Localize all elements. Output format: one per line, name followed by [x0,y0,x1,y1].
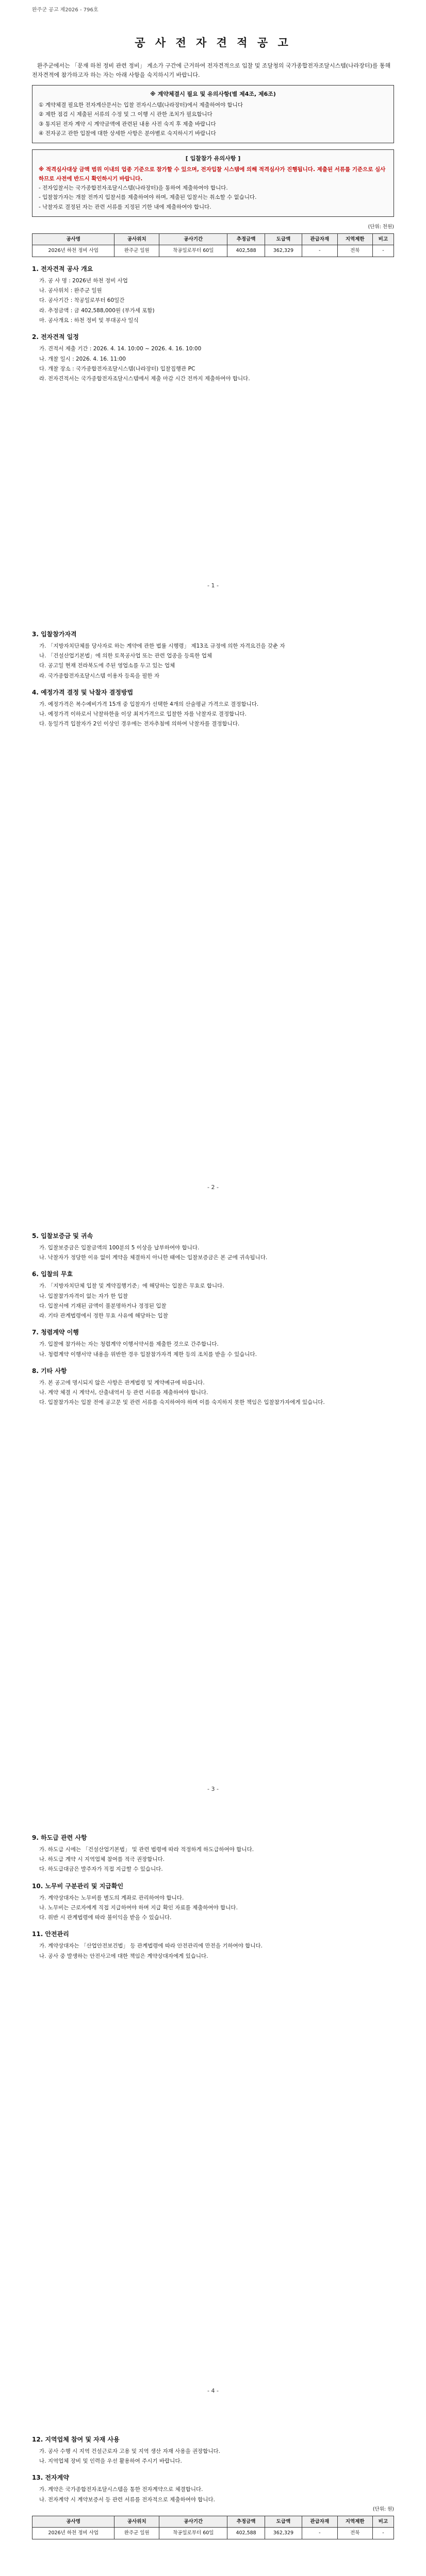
table-header: 공사기간 [159,233,227,245]
section-item: 가. 공 사 명 : 2026년 하천 정비 사업 [39,277,128,284]
project-table [32,233,394,257]
table-cell: 402,588 [227,245,265,257]
section [32,2435,394,2466]
section-item: 마. 공사개요 : 하천 정비 및 부대공사 일식 [39,317,139,324]
table-unit: (단위: 원) [372,2506,394,2512]
section-item: 가. 입찰에 참가하는 자는 청렴계약 이행서약서를 제출한 것으로 간주합니다. [39,1341,219,1348]
notice-box-title: ※ 계약체결시 필요 및 유의사항(별 제4조, 제6조) [150,90,276,97]
section-item: 나. 「건설산업기본법」에 의한 토목공사업 또는 관련 업종을 등록한 업체 [39,653,212,659]
section [32,1882,394,1923]
section-item: 라. 추정금액 : 금 402,588,000원 (부가세 포함) [39,307,155,314]
section-item: 라. 기타 관계법령에서 정한 무효 사유에 해당하는 입찰 [39,1313,168,1319]
section-item: 가. 계약상대자는 노무비를 별도의 계좌로 관리하여야 합니다. [39,1894,184,1901]
table-header: 공사위치 [114,2516,159,2528]
intro-text: 완주군에서는 「문재 하천 정비 관련 정비」 계소가 구간에 근거하여 전자견적으로 입찰 및 조달청의 국가종합전자조달시스템(나라장터)를 통해 전자견적에 참가하고자 하는 자는 아래 사항을 숙지하시기 바랍니다. [32,62,391,78]
section-item: 다. 공고일 현재 전라북도에 주된 영업소를 두고 있는 업체 [39,663,175,669]
section-item: 나. 지역업체 장비 및 인력을 우선 활용하여 주시기 바랍니다. [39,2458,182,2465]
table-cell: 착공일로부터 60일 [159,245,227,257]
section [32,1328,394,1359]
section-item: 나. 공사 중 발생하는 안전사고에 대한 책임은 계약상대자에게 있습니다. [39,1953,208,1959]
notice-box [32,85,394,143]
rules-warning: ※ 적격심사대상 금액 범위 이내의 업종 기준으로 참가할 수 있으며, 전자입찰 시스템에 의해 적격심사가 진행됩니다. 제출된 서류를 기준으로 심사하므로 사전에 반드시 확인하시기 바랍니다. [39,166,386,182]
notice-line: ① 계약체결 필요한 전자계산문서는 입찰 전자시스템(나라장터)에서 제출하여야 합니다 [39,102,243,109]
table-header: 추정금액 [227,233,265,245]
table-header: 비고 [372,2516,394,2528]
section-heading: 4. 예정가격 결정 및 낙찰자 결정방법 [32,689,134,697]
section-item: 가. 「지방자치단체를 당사자로 하는 계약에 관한 법률 시행령」 제13조 규정에 의한 자격요건을 갖춘 자 [39,642,285,649]
table-header: 공사명 [32,233,114,245]
table-cell: 362,329 [265,245,302,257]
notice-line: ② 제한 점검 시 제출된 서류의 수정 및 그 이행 시 관한 조치가 필요합니다 [39,111,212,118]
section-item: 다. 입찰서에 기재된 금액이 불분명하거나 정정된 입찰 [39,1302,167,1309]
table-header: 비고 [372,233,394,245]
section-heading: 12. 지역업체 참여 및 자재 사용 [32,2436,120,2443]
rules-line: - 전자입찰서는 국가종합전자조달시스템(나라장터)을 통하여 제출하여야 합니다. [39,185,228,192]
table-header: 도급액 [265,233,302,245]
section-heading: 9. 하도급 관련 사항 [32,1834,87,1841]
summary-table [32,2516,394,2539]
section-item: 다. 공사기간 : 착공일로부터 60일간 [39,297,125,304]
section-heading: 8. 기타 사항 [32,1367,67,1375]
section-item: 나. 청렴계약 이행서약 내용을 위반한 경우 입찰참가자격 제한 등의 조치를 받을 수 있습니다. [39,1351,257,1358]
page-3 [0,1204,426,1805]
section [32,688,394,729]
page-5 [0,2407,426,2576]
section-item: 가. 공사 수행 시 지역 건설근로자 고용 및 지역 생산 자재 사용을 권장합니다. [39,2448,221,2454]
section [32,1833,394,1874]
table-cell: 완주군 일원 [114,2528,159,2539]
section [32,1366,394,1408]
section-heading: 10. 노무비 구분관리 및 지급확인 [32,1882,124,1890]
table-cell: - [372,2528,394,2539]
section-item: 나. 노무비는 근로자에게 직접 지급하여야 하며 지급 확인 자료를 제출하여야 합니다. [39,1904,238,1911]
rules-title: [ 입찰참가 유의사항 ] [185,155,241,162]
table-cell: - [302,2528,337,2539]
table-row [32,2528,394,2539]
table-header: 공사명 [32,2516,114,2528]
table-cell: 전북 [337,2528,372,2539]
table-unit: (단위: 천원) [368,224,394,230]
table-header: 지역제한 [337,233,372,245]
section [32,630,394,681]
section-item: 다. 동일가격 입찰자가 2인 이상인 경우에는 전자추첨에 의하여 낙찰자를 결정합니다. [39,721,240,727]
section [32,332,394,383]
section-item: 나. 하도급 계약 시 지역업체 참여를 적극 권장합니다. [39,1856,165,1863]
section-item: 나. 개찰 일시 : 2026. 4. 16. 11:00 [39,355,126,362]
section-item: 가. 하도급 시에는 「건설산업기본법」 및 관련 법령에 따라 적정하게 하도급하여야 합니다. [39,1846,254,1853]
section-heading: 3. 입찰참가자격 [32,631,77,638]
page-4 [0,1805,426,2407]
section-item: 다. 개찰 장소 : 국가종합전자조달시스템(나라장터) 입찰집행관 PC [39,365,195,372]
table-cell: 전북 [337,245,372,257]
page-1 [0,0,426,602]
section [32,2473,394,2504]
table-cell: - [302,245,337,257]
rules-line: - 입찰참가자는 개찰 전까지 입찰서를 제출하여야 하며, 제출된 입찰서는 취소할 수 없습니다. [39,194,257,201]
section-item: 나. 예정가격 이하로서 낙찰하한율 이상 최저가격으로 입찰한 자를 낙찰자로 결정합니다. [39,711,247,718]
table-header-row [32,2516,394,2528]
section-item: 가. 본 공고에 명시되지 않은 사항은 관계법령 및 계약예규에 따릅니다. [39,1379,205,1386]
section [32,1269,394,1320]
table-cell: 2026년 하천 정비 사업 [32,245,114,257]
section-item: 나. 입찰참가자격이 없는 자가 한 입찰 [39,1293,128,1299]
table-cell: 2026년 하천 정비 사업 [32,2528,114,2539]
section-item: 나. 전자계약 시 계약보증서 등 관련 서류를 전자적으로 제출하여야 합니다. [39,2496,216,2503]
page-title: 공 사 전 자 견 적 공 고 [135,37,291,49]
document-number: 완주군 공고 제2026 - 796호 [32,7,99,13]
section-item: 나. 계약 체결 시 계약서, 산출내역서 등 관련 서류를 제출하여야 합니다. [39,1389,208,1396]
table-header-row [32,233,394,245]
page-number: - 4 - [207,2387,219,2394]
section-item: 가. 견적서 제출 기간 : 2026. 4. 14. 10:00 ~ 2026. 4. 16. 10:00 [39,346,202,352]
table-header: 관급자재 [302,233,337,245]
rules-box [32,149,394,217]
section-heading: 11. 안전관리 [32,1930,69,1938]
section-item: 나. 공사위치 : 완주군 일원 [39,287,102,294]
section-item: 다. 위반 시 관계법령에 따라 불이익을 받을 수 있습니다. [39,1914,172,1921]
section-item: 가. 계약상대자는 「산업안전보건법」 등 관계법령에 따라 안전관리에 만전을 기하여야 합니다. [39,1943,263,1950]
table-cell: 402,588 [227,2528,265,2539]
section [32,264,394,325]
notice-line: ③ 통지된 전자 계약 시 계약금액에 관련된 내용 사전 숙지 후 제출 바랍니다 [39,121,216,127]
section-heading: 6. 입찰의 무효 [32,1270,73,1278]
page-number: - 2 - [207,1183,219,1191]
section-item: 가. 「지방자치단체 입찰 및 계약집행기준」에 해당하는 입찰은 무효로 합니다. [39,1283,224,1290]
table-header: 공사기간 [159,2516,227,2528]
section [32,1231,394,1262]
section-item: 가. 예정가격은 복수예비가격 15개 중 입찰자가 선택한 4개의 산술평균 가격으로 결정합니다. [39,701,259,707]
table-header: 추정금액 [227,2516,265,2528]
section-item: 가. 입찰보증금은 입찰금액의 100분의 5 이상을 납부하여야 합니다. [39,1244,200,1251]
section-heading: 2. 전자견적 일정 [32,333,79,341]
table-row [32,245,394,257]
table-header: 공사위치 [114,233,159,245]
section-item: 다. 입찰참가자는 입찰 전에 공고문 및 관련 서류를 숙지하여야 하며 이를 숙지하지 못한 책임은 입찰참가자에게 있습니다. [39,1399,325,1406]
section-item: 라. 국가종합전자조달시스템 이용자 등록을 필한 자 [39,672,160,679]
table-cell: 완주군 일원 [114,245,159,257]
section-heading: 1. 전자견적 공사 개요 [32,265,93,273]
table-cell: 착공일로부터 60일 [159,2528,227,2539]
section-item: 가. 계약은 국가종합전자조달시스템을 통한 전자계약으로 체결합니다. [39,2486,203,2493]
page-number: - 3 - [207,1785,219,1792]
notice-line: ④ 전자공고 관한 입찰에 대한 상세한 사항은 분야별로 숙지하시기 바랍니다 [39,130,216,137]
table-header: 지역제한 [337,2516,372,2528]
table-header: 도급액 [265,2516,302,2528]
section-heading: 7. 청렴계약 이행 [32,1329,79,1336]
page-2 [0,602,426,1204]
rules-line: - 낙찰자로 결정된 자는 관련 서류를 지정된 기한 내에 제출하여야 합니다. [39,204,211,210]
table-header: 관급자재 [302,2516,337,2528]
page-number: - 1 - [207,582,219,589]
section-heading: 13. 전자계약 [32,2474,69,2482]
section [32,1929,394,1960]
section-item: 다. 하도급대금은 발주자가 직접 지급할 수 있습니다. [39,1866,163,1873]
section-heading: 5. 입찰보증금 및 귀속 [32,1232,93,1240]
section-item: 나. 낙찰자가 정당한 이유 없이 계약을 체결하지 아니한 때에는 입찰보증금은 본 군에 귀속됩니다. [39,1255,268,1261]
table-cell: 362,329 [265,2528,302,2539]
section-item: 라. 전자견적서는 국가종합전자조달시스템에서 제출 마감 시간 전까지 제출하여야 합니다. [39,376,250,382]
table-cell: - [372,245,394,257]
